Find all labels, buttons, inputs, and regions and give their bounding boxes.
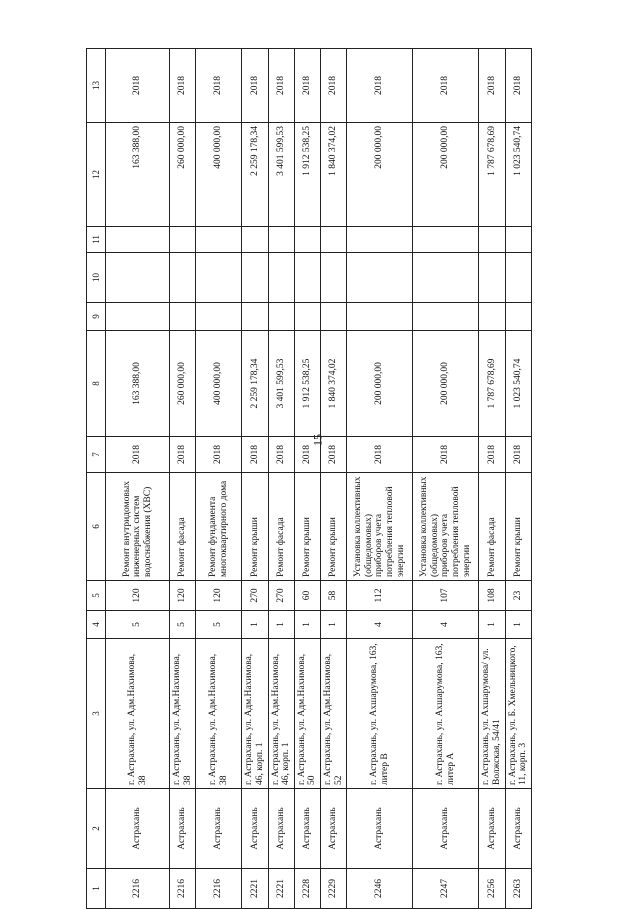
table-cell-col-5: 58 bbox=[321, 581, 347, 611]
table-cell-col-2: Астрахань bbox=[321, 789, 347, 869]
table-cell-col-11 bbox=[170, 227, 196, 253]
table-cell-col-6: Установка коллективных (общедомовых) приборов учета потребления тепловой энергии bbox=[347, 473, 413, 581]
column-header-10: 10 bbox=[87, 253, 106, 303]
table-cell-col-12: 163 388,00 bbox=[106, 123, 170, 227]
table-cell-col-5: 108 bbox=[479, 581, 505, 611]
column-header-13: 13 bbox=[87, 49, 106, 123]
page-number: 15 bbox=[310, 434, 325, 446]
table-cell-col-9 bbox=[413, 303, 479, 331]
table-cell-col-3: г. Астрахань, ул. Ахшарумова, 163, литер А bbox=[413, 639, 479, 789]
table-cell-col-6: Ремонт фасада bbox=[268, 473, 294, 581]
table-cell-col-4: 1 bbox=[321, 611, 347, 639]
table-cell-col-5: 23 bbox=[505, 581, 531, 611]
table-cell-col-13: 2018 bbox=[170, 49, 196, 123]
table-cell-col-8: 260 000,00 bbox=[170, 331, 196, 437]
table-cell-col-3: г. Астрахань, ул. Адм.Нахимова, 50 bbox=[294, 639, 320, 789]
column-header-12: 12 bbox=[87, 123, 106, 227]
table-cell-col-10 bbox=[413, 253, 479, 303]
table-cell-col-12: 260 000,00 bbox=[170, 123, 196, 227]
column-header-2: 2 bbox=[87, 789, 106, 869]
table-cell-col-4: 1 bbox=[294, 611, 320, 639]
table-cell-col-3: г. Астрахань, ул. Адм.Нахимова, 38 bbox=[106, 639, 170, 789]
repair-program-table bbox=[86, 48, 532, 909]
table-cell-col-5: 270 bbox=[242, 581, 268, 611]
table-cell-col-9 bbox=[106, 303, 170, 331]
table-cell-col-10 bbox=[268, 253, 294, 303]
table-cell-col-7: 2018 bbox=[479, 437, 505, 473]
table-cell-col-10 bbox=[294, 253, 320, 303]
table-cell-col-12: 1 912 538,25 bbox=[294, 123, 320, 227]
table-cell-col-13: 2018 bbox=[196, 49, 242, 123]
table-cell-col-4: 1 bbox=[479, 611, 505, 639]
table-row bbox=[347, 49, 413, 909]
column-header-6: 6 bbox=[87, 473, 106, 581]
table-cell-col-10 bbox=[106, 253, 170, 303]
table-cell-col-1: 2256 bbox=[479, 869, 505, 909]
table-cell-col-7: 2018 bbox=[196, 437, 242, 473]
table-row bbox=[505, 49, 531, 909]
column-header-7: 7 bbox=[87, 437, 106, 473]
column-header-3: 3 bbox=[87, 639, 106, 789]
table-cell-col-8: 1 787 678,69 bbox=[479, 331, 505, 437]
table-cell-col-8: 200 000,00 bbox=[347, 331, 413, 437]
table-cell-col-1: 2263 bbox=[505, 869, 531, 909]
table-cell-col-13: 2018 bbox=[413, 49, 479, 123]
table-cell-col-2: Астрахань bbox=[505, 789, 531, 869]
column-header-11: 11 bbox=[87, 227, 106, 253]
table-cell-col-8: 1 912 538,25 bbox=[294, 331, 320, 437]
table-cell-col-6: Ремонт фасада bbox=[170, 473, 196, 581]
table-cell-col-4: 4 bbox=[413, 611, 479, 639]
table-cell-col-3: г. Астрахань, ул. Ахшарумова, 163, литер В bbox=[347, 639, 413, 789]
table-cell-col-3: г. Астрахань, ул. Б. Хмельницкого, 11, корп. 3 bbox=[505, 639, 531, 789]
table-cell-col-7: 2018 bbox=[106, 437, 170, 473]
table-cell-col-5: 112 bbox=[347, 581, 413, 611]
table-cell-col-6: Ремонт крыши bbox=[242, 473, 268, 581]
table-cell-col-2: Астрахань bbox=[268, 789, 294, 869]
table-cell-col-3: г. Астрахань, ул. Адм.Нахимова, 38 bbox=[196, 639, 242, 789]
table-cell-col-4: 4 bbox=[347, 611, 413, 639]
table-cell-col-11 bbox=[242, 227, 268, 253]
table-cell-col-3: г. Астрахань, ул. Ахшарумова/ ул. Волжская, 54/41 bbox=[479, 639, 505, 789]
table-cell-col-4: 5 bbox=[196, 611, 242, 639]
table-cell-col-12: 1 787 678,69 bbox=[479, 123, 505, 227]
table-cell-col-1: 2221 bbox=[268, 869, 294, 909]
table-cell-col-8: 3 401 599,53 bbox=[268, 331, 294, 437]
table-cell-col-1: 2247 bbox=[413, 869, 479, 909]
table-cell-col-12: 3 401 599,53 bbox=[268, 123, 294, 227]
table-row bbox=[170, 49, 196, 909]
table-cell-col-7: 2018 bbox=[268, 437, 294, 473]
table-cell-col-13: 2018 bbox=[268, 49, 294, 123]
table-cell-col-6: Установка коллективных (общедомовых) приборов учета потребления тепловой энергии bbox=[413, 473, 479, 581]
table-cell-col-4: 1 bbox=[268, 611, 294, 639]
table-cell-col-5: 270 bbox=[268, 581, 294, 611]
table-cell-col-6: Ремонт фасада bbox=[479, 473, 505, 581]
table-row bbox=[294, 49, 320, 909]
table-cell-col-8: 163 388,00 bbox=[106, 331, 170, 437]
table-cell-col-9 bbox=[268, 303, 294, 331]
table-cell-col-12: 200 000,00 bbox=[347, 123, 413, 227]
table-cell-col-10 bbox=[242, 253, 268, 303]
table-cell-col-1: 2216 bbox=[106, 869, 170, 909]
table-cell-col-12: 200 000,00 bbox=[413, 123, 479, 227]
table-cell-col-12: 2 259 178,34 bbox=[242, 123, 268, 227]
table-cell-col-9 bbox=[321, 303, 347, 331]
table-row bbox=[321, 49, 347, 909]
table-cell-col-9 bbox=[242, 303, 268, 331]
table-cell-col-7: 2018 bbox=[347, 437, 413, 473]
table-cell-col-11 bbox=[294, 227, 320, 253]
table-cell-col-4: 1 bbox=[242, 611, 268, 639]
table-cell-col-13: 2018 bbox=[106, 49, 170, 123]
table-cell-col-5: 120 bbox=[196, 581, 242, 611]
table-cell-col-1: 2216 bbox=[170, 869, 196, 909]
table-cell-col-3: г. Астрахань, ул. Адм.Нахимова, 46, корп. 1 bbox=[268, 639, 294, 789]
table-cell-col-9 bbox=[170, 303, 196, 331]
table-cell-col-9 bbox=[347, 303, 413, 331]
table-cell-col-5: 107 bbox=[413, 581, 479, 611]
table-cell-col-8: 1 840 374,02 bbox=[321, 331, 347, 437]
table-row bbox=[196, 49, 242, 909]
table-cell-col-13: 2018 bbox=[479, 49, 505, 123]
table-row bbox=[106, 49, 170, 909]
table-cell-col-9 bbox=[196, 303, 242, 331]
table-cell-col-7: 2018 bbox=[294, 437, 320, 473]
table-cell-col-11 bbox=[321, 227, 347, 253]
table-cell-col-13: 2018 bbox=[347, 49, 413, 123]
table-cell-col-5: 120 bbox=[170, 581, 196, 611]
table-cell-col-10 bbox=[347, 253, 413, 303]
table-cell-col-5: 120 bbox=[106, 581, 170, 611]
table-row bbox=[268, 49, 294, 909]
table-cell-col-2: Астрахань bbox=[242, 789, 268, 869]
header-row bbox=[87, 49, 106, 909]
table-cell-col-1: 2228 bbox=[294, 869, 320, 909]
table-cell-col-2: Астрахань bbox=[413, 789, 479, 869]
table-cell-col-11 bbox=[196, 227, 242, 253]
table-cell-col-8: 400 000,00 bbox=[196, 331, 242, 437]
table-cell-col-13: 2018 bbox=[321, 49, 347, 123]
table-cell-col-1: 2229 bbox=[321, 869, 347, 909]
table-cell-col-6: Ремонт крыши bbox=[294, 473, 320, 581]
table-cell-col-8: 200 000,00 bbox=[413, 331, 479, 437]
table-cell-col-11 bbox=[479, 227, 505, 253]
table-cell-col-2: Астрахань bbox=[347, 789, 413, 869]
column-header-9: 9 bbox=[87, 303, 106, 331]
table-cell-col-6: Ремонт крыши bbox=[321, 473, 347, 581]
table-cell-col-13: 2018 bbox=[505, 49, 531, 123]
column-header-5: 5 bbox=[87, 581, 106, 611]
table-cell-col-11 bbox=[413, 227, 479, 253]
table-cell-col-4: 5 bbox=[170, 611, 196, 639]
table-cell-col-2: Астрахань bbox=[196, 789, 242, 869]
table-cell-col-4: 5 bbox=[106, 611, 170, 639]
table-body bbox=[106, 49, 532, 909]
table-cell-col-9 bbox=[479, 303, 505, 331]
table-cell-col-3: г. Астрахань, ул. Адм.Нахимова, 38 bbox=[170, 639, 196, 789]
table-cell-col-13: 2018 bbox=[242, 49, 268, 123]
table-cell-col-9 bbox=[505, 303, 531, 331]
table-cell-col-2: Астрахань bbox=[106, 789, 170, 869]
table-row bbox=[242, 49, 268, 909]
table-cell-col-10 bbox=[170, 253, 196, 303]
table-cell-col-10 bbox=[505, 253, 531, 303]
table-cell-col-10 bbox=[479, 253, 505, 303]
table-cell-col-2: Астрахань bbox=[170, 789, 196, 869]
table-cell-col-9 bbox=[294, 303, 320, 331]
table-cell-col-6: Ремонт фундамента многоквартирного дома bbox=[196, 473, 242, 581]
table-cell-col-11 bbox=[505, 227, 531, 253]
table-cell-col-11 bbox=[106, 227, 170, 253]
column-header-1: 1 bbox=[87, 869, 106, 909]
table-row bbox=[479, 49, 505, 909]
table-cell-col-2: Астрахань bbox=[294, 789, 320, 869]
column-header-8: 8 bbox=[87, 331, 106, 437]
table-cell-col-1: 2221 bbox=[242, 869, 268, 909]
table-cell-col-7: 2018 bbox=[413, 437, 479, 473]
table-cell-col-11 bbox=[347, 227, 413, 253]
table-cell-col-10 bbox=[321, 253, 347, 303]
table-cell-col-3: г. Астрахань, ул. Адм.Нахимова, 46, корп. 1 bbox=[242, 639, 268, 789]
table-cell-col-12: 1 023 540,74 bbox=[505, 123, 531, 227]
column-header-4: 4 bbox=[87, 611, 106, 639]
table-container bbox=[86, 49, 576, 909]
table-cell-col-8: 2 259 178,34 bbox=[242, 331, 268, 437]
table-row bbox=[413, 49, 479, 909]
table-cell-col-8: 1 023 540,74 bbox=[505, 331, 531, 437]
table-cell-col-10 bbox=[196, 253, 242, 303]
table-cell-col-3: г. Астрахань, ул. Адм.Нахимова, 52 bbox=[321, 639, 347, 789]
table-cell-col-12: 1 840 374,02 bbox=[321, 123, 347, 227]
table-cell-col-1: 2216 bbox=[196, 869, 242, 909]
table-cell-col-7: 2018 bbox=[242, 437, 268, 473]
table-cell-col-13: 2018 bbox=[294, 49, 320, 123]
table-cell-col-4: 1 bbox=[505, 611, 531, 639]
table-cell-col-7: 2018 bbox=[170, 437, 196, 473]
table-cell-col-6: Ремонт крыши bbox=[505, 473, 531, 581]
table-cell-col-12: 400 000,00 bbox=[196, 123, 242, 227]
table-cell-col-7: 2018 bbox=[321, 437, 347, 473]
table-cell-col-11 bbox=[268, 227, 294, 253]
table-cell-col-7: 2018 bbox=[505, 437, 531, 473]
table-cell-col-6: Ремонт внутридомовых инженерных систем водоснабжения (ХВС) bbox=[106, 473, 170, 581]
table-cell-col-2: Астрахань bbox=[479, 789, 505, 869]
table-cell-col-1: 2246 bbox=[347, 869, 413, 909]
table-cell-col-5: 60 bbox=[294, 581, 320, 611]
